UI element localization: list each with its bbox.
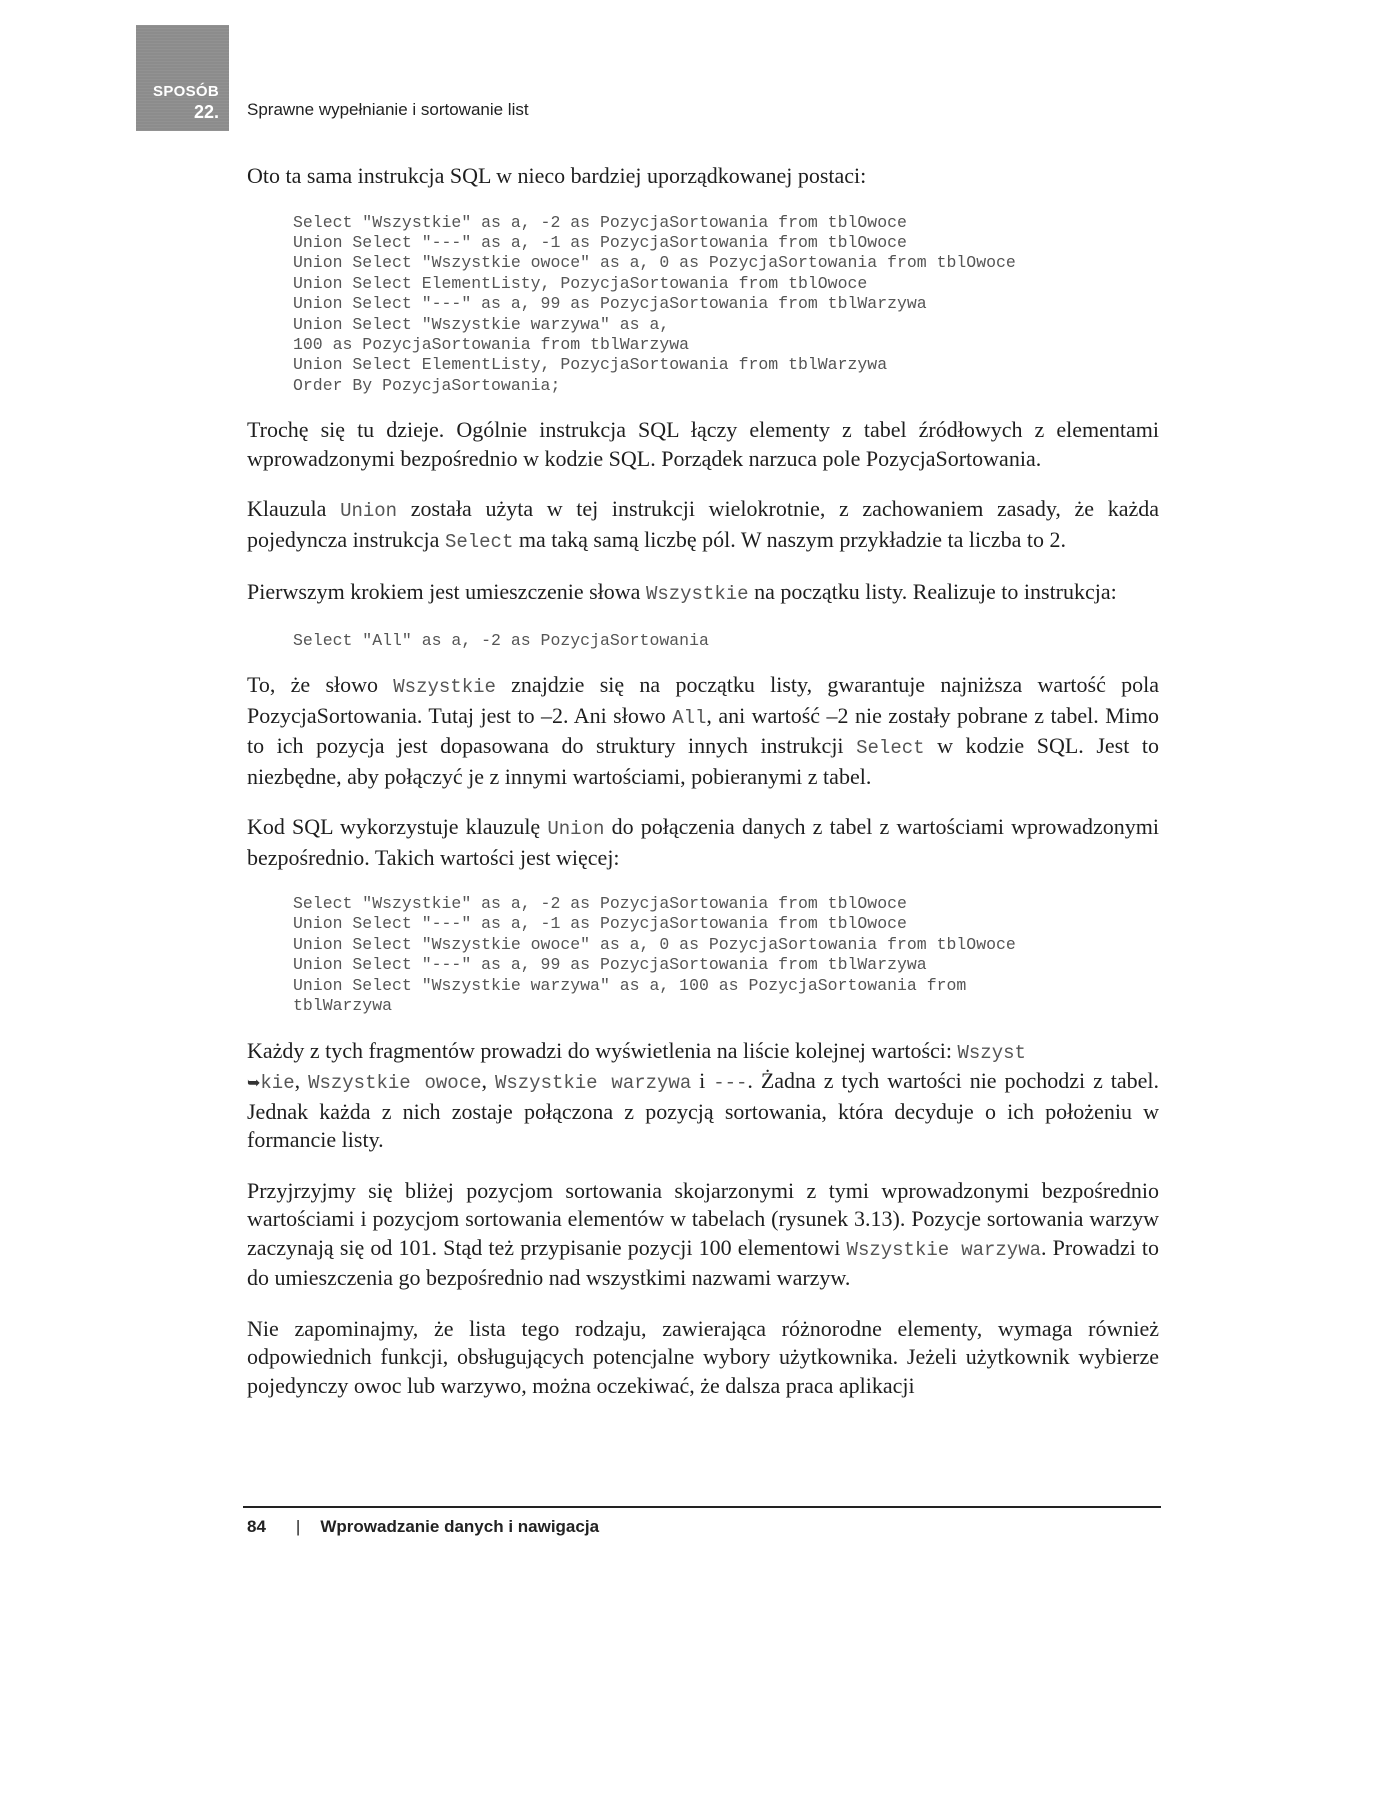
paragraph-2: Trochę się tu dzieje. Ogólnie instrukcja SQL łączy elementy z tabel źródłowych z elementami wprowadzonymi bezpośrednio w kodzie SQL. Porządek narzuca pole PozycjaSortowania. (247, 417, 1159, 471)
inline-code: --- (713, 1072, 748, 1094)
text-run: , ani wartość –2 nie zostały pobrane z tabel. Mimo to ich pozycja jest dopasowana do struktury innych instrukcji (247, 702, 1159, 759)
code-line: Union Select "Wszystkie owoce" as a, 0 as PozycjaSortowania from tblOwoce (293, 934, 1016, 954)
code-line: Union Select "Wszystkie warzywa" as a, (293, 314, 670, 334)
text-run: i (691, 1068, 714, 1093)
running-header-title: Sprawne wypełnianie i sortowanie list (247, 100, 529, 119)
section-tab-number: 22. (193, 102, 219, 122)
footer-chapter-title: Wprowadzanie danych i nawigacja (320, 1517, 600, 1536)
inline-code: Wszystkie warzywa (494, 1072, 692, 1094)
paragraph-5 (247, 671, 1159, 791)
inline-code: Wszystkie warzywa (846, 1238, 1042, 1261)
text-run: , (294, 1068, 309, 1093)
code-line: Union Select "---" as a, 99 as PozycjaSortowania from tblWarzywa (293, 294, 927, 314)
text-run: na początku listy. Realizuje to instrukcja: (748, 579, 1117, 605)
code-block-1 (293, 213, 1159, 397)
section-tab-label: SPOSÓB (153, 83, 219, 100)
text-run: ma taką samą liczbę pól. W naszym przykładzie ta liczba to 2. (513, 526, 1067, 552)
text-run: , (481, 1068, 495, 1093)
text-run: . Żadna z tych wartości nie pochodzi z tabel. Jednak każda z nich zostaje połączona z pozycją sortowania, która decyduje o ich położeniu w formancie listy. (247, 1068, 1160, 1152)
paragraph-8 (247, 1177, 1159, 1293)
code-line: Select "Wszystkie" as a, -2 as PozycjaSortowania from tblOwoce (293, 894, 907, 914)
section-tab (136, 25, 229, 131)
inline-code: Union (547, 818, 605, 841)
text-run: Przyjrzyjmy się bliżej pozycjom sortowania skojarzonymi z tymi wprowadzonymi bezpośrednio wartościami i pozycjom sortowania elementów w tabelach (rysunek 3.13). Pozycje sortowania warzyw zaczynają się od 101. Stąd też przypisanie pozycji 100 elementowi (247, 1177, 1159, 1260)
paragraph-6 (247, 813, 1159, 872)
paragraph-7 (247, 1037, 1159, 1155)
footer-separator: | (295, 1517, 301, 1536)
code-block-2 (293, 631, 1159, 651)
line-continuation-arrow-icon: ➥ (247, 1073, 261, 1092)
page-footer (247, 1517, 599, 1537)
paragraph-4 (247, 578, 1159, 609)
code-line: Union Select ElementListy, PozycjaSortowania from tblWarzywa (293, 355, 888, 375)
text-run: Klauzula (247, 496, 341, 522)
page-body (247, 162, 1159, 1422)
code-line: Union Select ElementListy, PozycjaSortowania from tblOwoce (293, 273, 868, 293)
text-run: Każdy z tych fragmentów prowadzi do wyświetlenia na liście kolejnej wartości: (247, 1037, 958, 1063)
paragraph-3 (247, 495, 1159, 556)
paragraph-1: Oto ta sama instrukcja SQL w nieco bardziej uporządkowanej postaci: (247, 163, 867, 188)
code-line: Order By PozycjaSortowania; (293, 375, 561, 395)
text-run: Kod SQL wykorzystuje klauzulę (247, 814, 548, 840)
text-run: znajdzie się na początku listy, gwarantuje najniższa wartość pola PozycjaSortowania. Tutaj jest to –2. Ani słowo (247, 672, 1159, 728)
text-run: do połączenia danych z tabel z wartościami wprowadzonymi bezpośrednio. Takich wartości jest więcej: (247, 814, 1159, 870)
inline-code: Wszyst (957, 1041, 1026, 1064)
inline-code: Union (340, 500, 398, 523)
code-line: Select "Wszystkie" as a, -2 as PozycjaSortowania from tblOwoce (293, 212, 907, 232)
footer-divider (243, 1506, 1161, 1508)
text-run: . Prowadzi to do umieszczenia go bezpośrednio nad wszystkimi nazwami warzyw. (247, 1234, 1159, 1290)
code-line: Select "All" as a, -2 as PozycjaSortowania (293, 630, 709, 650)
code-block-3 (293, 894, 1159, 1016)
page-number: 84 (247, 1517, 266, 1536)
inline-code: Wszystkie owoce (308, 1072, 482, 1094)
inline-code: Select (856, 737, 925, 760)
inline-code: Wszystkie (645, 583, 749, 606)
inline-code: kie (260, 1072, 295, 1094)
text-run: w kodzie SQL. Jest to niezbędne, aby połączyć je z innymi wartościami, pobieranymi z tabel. (247, 733, 1160, 789)
code-line: Union Select "---" as a, -1 as PozycjaSortowania from tblOwoce (293, 232, 907, 252)
text-run: została użyta w tej instrukcji wielokrotnie, z zachowaniem zasady, że każda pojedyncza instrukcja (247, 496, 1160, 552)
inline-code: All (672, 706, 707, 729)
text-run: Pierwszym krokiem jest umieszczenie słowa (247, 579, 646, 605)
code-line: 100 as PozycjaSortowania from tblWarzywa (293, 334, 690, 354)
code-line: tblWarzywa (293, 996, 393, 1016)
code-line: Union Select "---" as a, -1 as PozycjaSortowania from tblOwoce (293, 914, 907, 934)
text-run: To, że słowo (247, 672, 394, 698)
inline-code: Select (444, 530, 514, 553)
code-line: Union Select "Wszystkie owoce" as a, 0 as PozycjaSortowania from tblOwoce (293, 253, 1016, 273)
code-line: Union Select "---" as a, 99 as PozycjaSortowania from tblWarzywa (293, 955, 927, 975)
paragraph-9: Nie zapominajmy, że lista tego rodzaju, zawierająca różnorodne elementy, wymaga również odpowiednich funkcji, obsługujących potencjalne wybory użytkownika. Jeżeli użytkownik wybierze pojedynczy owoc lub warzywo, można oczekiwać, że dalsza praca aplikacji (247, 1315, 1159, 1398)
inline-code: Wszystkie (393, 676, 496, 699)
code-line: Union Select "Wszystkie warzywa" as a, 100 as PozycjaSortowania from (293, 975, 967, 995)
